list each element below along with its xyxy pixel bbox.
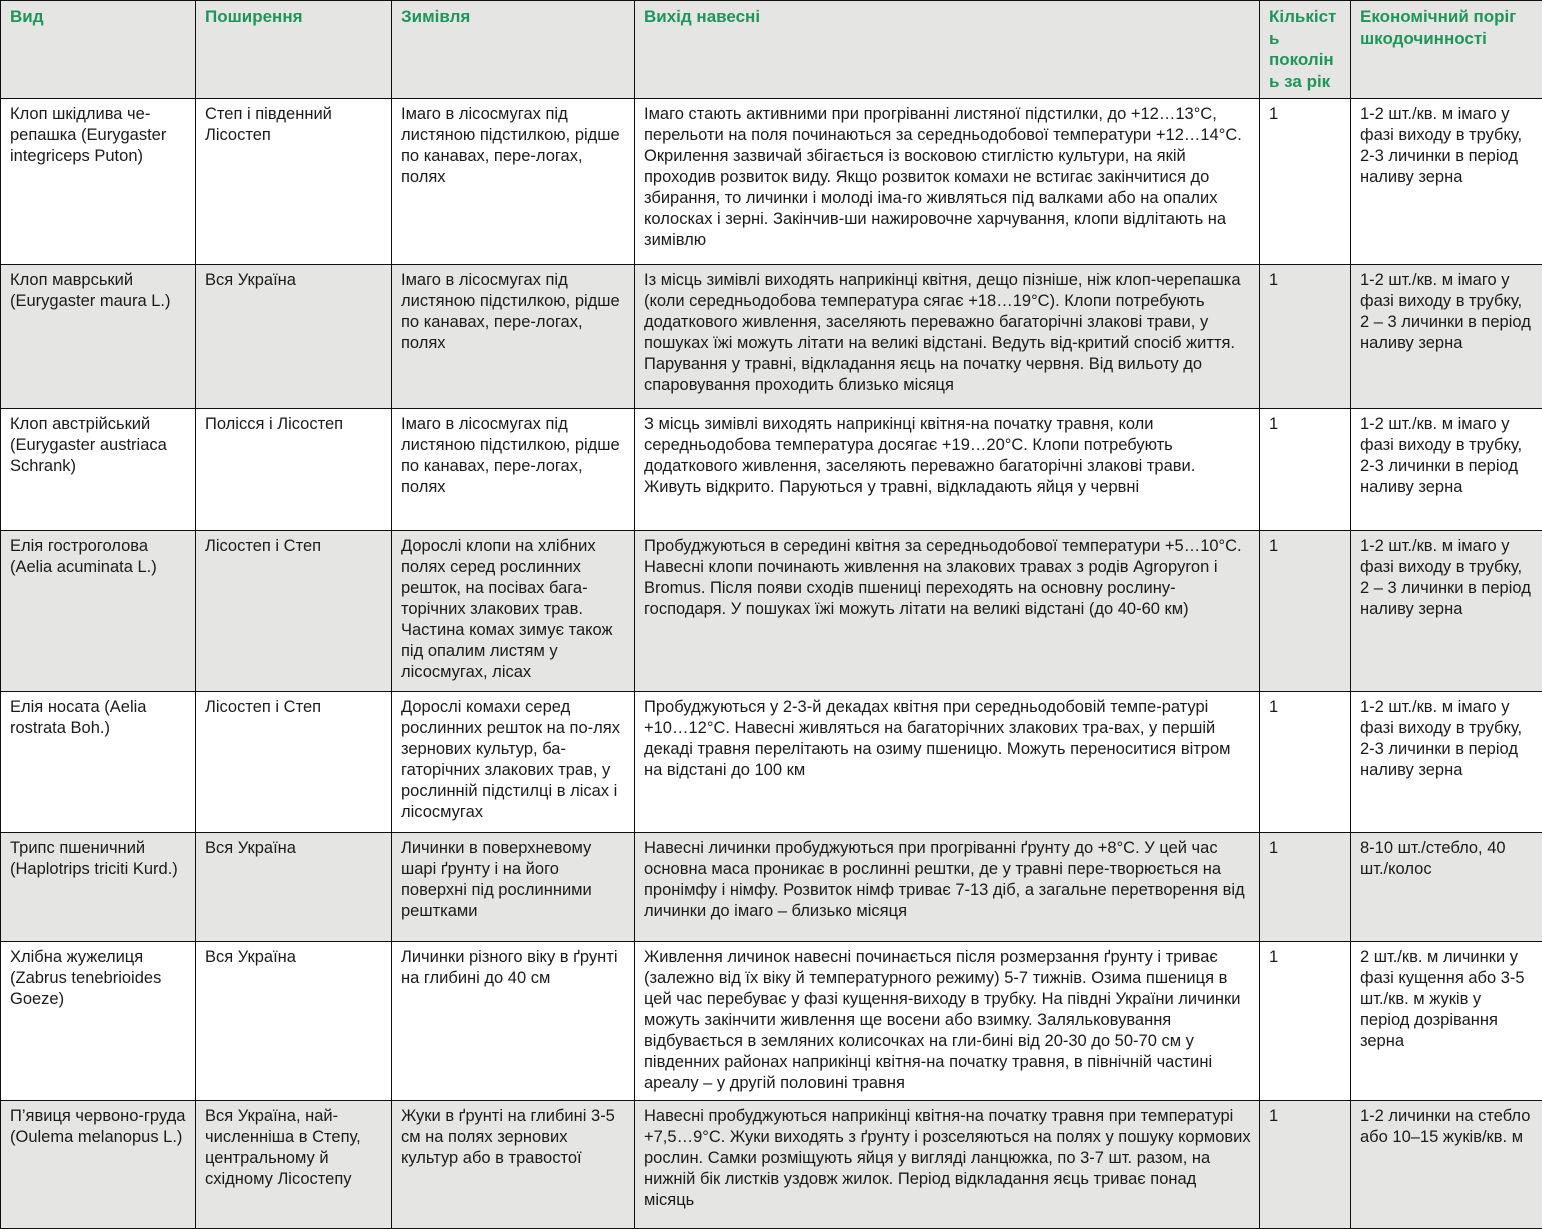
cell-spring-emergence: Пробуджуються в середині квітня за середньодобової температури +5…10°С. Навесні клопи починають живлення на злакових травах з родів Agropyron і Bromus. Після появи сходів пшениці переходять на основну рослину-господаря. У пошуках їжі можуть літати на великі відстані (до 40-60 км) xyxy=(635,531,1260,692)
cell-species: Трипс пшеничний (Haplotrips triciti Kurd.) xyxy=(1,833,196,942)
cell-generations-per-year: 1 xyxy=(1260,99,1351,265)
cell-wintering: Імаго в лісосмугах під листяною підстилкою, рідше по канавах, пере-логах, полях xyxy=(392,99,635,265)
cell-generations-per-year: 1 xyxy=(1260,1100,1351,1228)
cell-economic-threshold: 1-2 шт./кв. м імаго у фазі виходу в трубку, 2-3 личинки в період наливу зерна xyxy=(1351,409,1542,531)
cell-spring-emergence: Живлення личинок навесні починається після розмерзання ґрунту і триває (залежно від їх віку й температурного режиму) 5-7 тижнів. Озима пшениця в цей час перебуває у фазі кущення-виходу в трубку. На півдні України личинки можуть закінчити живлення ще восени або взимку. Заляльковування відбувається в земляних колисочках на гли-бині від 20-30 до 50-70 см у південних районах наприкінці квітня-на початку травня, в північній частині ареалу – у другій половині травня xyxy=(635,942,1260,1101)
cell-species: Елія гостроголова (Aelia acuminata L.) xyxy=(1,531,196,692)
cell-economic-threshold: 1-2 шт./кв. м імаго у фазі виходу в трубку, 2 – 3 личинки в період наливу зерна xyxy=(1351,531,1542,692)
header-economic-threshold: Економічний поріг шкодочинності xyxy=(1351,1,1542,99)
cell-distribution: Полісся і Лісостеп xyxy=(196,409,392,531)
cell-economic-threshold: 1-2 личинки на стебло або 10–15 жуків/кв. м xyxy=(1351,1100,1542,1228)
cell-species: Хлібна жужелиця (Zabrus tenebrioides Goeze) xyxy=(1,942,196,1101)
cell-distribution: Вся Україна xyxy=(196,942,392,1101)
header-distribution: Поширення xyxy=(196,1,392,99)
header-generations-per-year: Кількість поколінь за рік xyxy=(1260,1,1351,99)
header-spring-emergence: Вихід навесні xyxy=(635,1,1260,99)
header-wintering: Зимівля xyxy=(392,1,635,99)
cell-generations-per-year: 1 xyxy=(1260,265,1351,409)
cell-distribution: Лісостеп і Степ xyxy=(196,531,392,692)
cell-spring-emergence: Навесні пробуджуються наприкінці квітня-на початку травня при температурі +7,5…9°С. Жуки виходять з ґрунту і розселяються на полях у пошуку кормових рослин. Самки розміщують яйця у вигляді ланцюжка, по 3-7 шт. разом, на нижній бік листків уздовж жилок. Період відкладання яєць триває понад місяць xyxy=(635,1100,1260,1228)
table-body xyxy=(1,99,1542,1229)
cell-wintering: Жуки в ґрунті на глибині 3-5 см на полях зернових культур або в травостої xyxy=(392,1100,635,1228)
table-row xyxy=(1,409,1542,531)
cell-spring-emergence: Навесні личинки пробуджуються при прогріванні ґрунту до +8°С. У цей час основна маса проникає в рослинні рештки, де у травні пере-творюється на пронімфу і німфу. Розвиток німф триває 7-13 діб, а загальне перетворення від личинки до імаго – близько місяця xyxy=(635,833,1260,942)
cell-spring-emergence: З місць зимівлі виходять наприкінці квітня-на початку травня, коли середньодобова температура досягає +19…20°С. Клопи потребують додаткового живлення, заселяють переважно багаторічні злакові трави. Живуть відкрито. Паруються у травні, відкладають яйця у червні xyxy=(635,409,1260,531)
cell-economic-threshold: 1-2 шт./кв. м імаго у фазі виходу в трубку, 2-3 личинки в період наливу зерна xyxy=(1351,692,1542,833)
cell-distribution: Лісостеп і Степ xyxy=(196,692,392,833)
cell-generations-per-year: 1 xyxy=(1260,942,1351,1101)
cell-spring-emergence: Імаго стають активними при прогріванні листяної підстилки, до +12…13°С, перельоти на поля починаються за середньодобової температури +12…14°С. Окрилення зазвичай збігається із восковою стиглістю культури, на якій проходив розвиток виду. Якщо розвиток комахи не встигає закінчитися до збирання, то личинки і молоді іма-го живляться під валками або на опалих колосках і зерні. Закінчив-ши нажировочне харчування, клопи відлітають на зимівлю xyxy=(635,99,1260,265)
table-row xyxy=(1,531,1542,692)
table-header xyxy=(1,1,1542,99)
cell-species: Клоп австрійський (Eurygaster austriaca Schrank) xyxy=(1,409,196,531)
cell-spring-emergence: Пробуджуються у 2-3-й декадах квітня при середньодобовій темпе-ратурі +10…12°С. Навесні живляться на багаторічних злакових тра-вах, у першій декаді травня перелітають на озиму пшеницю. Можуть переноситися вітром на відстані до 100 км xyxy=(635,692,1260,833)
cell-wintering: Дорослі комахи серед рослинних решток на по-лях зернових культур, ба-гаторічних злакових трав, у рослинній підстилці в лісах і лісосмугах xyxy=(392,692,635,833)
cell-wintering: Дорослі клопи на хлібних полях серед рослинних решток, на посівах бага-торічних злакових трав. Частина комах зимує також під опалим листям у лісосмугах, лісах xyxy=(392,531,635,692)
table-row xyxy=(1,99,1542,265)
cell-species: Клоп маврський (Eurygaster maura L.) xyxy=(1,265,196,409)
header-row xyxy=(1,1,1542,99)
header-species: Вид xyxy=(1,1,196,99)
table-row xyxy=(1,265,1542,409)
cell-distribution: Вся Україна xyxy=(196,833,392,942)
cell-generations-per-year: 1 xyxy=(1260,409,1351,531)
table-row xyxy=(1,942,1542,1101)
cell-species: Клоп шкідлива че-репашка (Eurygaster integriceps Puton) xyxy=(1,99,196,265)
cell-distribution: Степ і південний Лісостеп xyxy=(196,99,392,265)
cell-generations-per-year: 1 xyxy=(1260,833,1351,942)
table-row xyxy=(1,1100,1542,1228)
cell-wintering: Імаго в лісосмугах під листяною підстилкою, рідше по канавах, пере-логах, полях xyxy=(392,265,635,409)
table-row xyxy=(1,833,1542,942)
cell-species: Елія носата (Aelia rostrata Boh.) xyxy=(1,692,196,833)
cell-spring-emergence: Із місць зимівлі виходять наприкінці квітня, дещо пізніше, ніж клоп-черепашка (коли середньодобова температура сягає +18…19°С). Клопи потребують додаткового живлення, заселяють переважно багаторічні злакові трави, у пошуках їжі можуть літати на великі відстані. Ведуть від-критий спосіб життя. Парування у травні, відкладання яєць на початку червня. Від вильоту до спаровування проходить близько місяця xyxy=(635,265,1260,409)
cell-distribution: Вся Україна, най-численніша в Степу, центральному й східному Лісостепу xyxy=(196,1100,392,1228)
cell-generations-per-year: 1 xyxy=(1260,531,1351,692)
cell-wintering: Імаго в лісосмугах під листяною підстилкою, рідше по канавах, пере-логах, полях xyxy=(392,409,635,531)
cell-economic-threshold: 2 шт./кв. м личинки у фазі кущення або 3-5 шт./кв. м жуків у період дозрівання зерна xyxy=(1351,942,1542,1101)
cell-wintering: Личинки в поверхневому шарі ґрунту і на його поверхні під рослинними рештками xyxy=(392,833,635,942)
cell-economic-threshold: 1-2 шт./кв. м імаго у фазі виходу в трубку, 2-3 личинки в період наливу зерна xyxy=(1351,99,1542,265)
table-row xyxy=(1,692,1542,833)
cell-economic-threshold: 8-10 шт./стебло, 40 шт./колос xyxy=(1351,833,1542,942)
cell-species: П’явиця червоно-груда (Oulema melanopus L.) xyxy=(1,1100,196,1228)
cell-wintering: Личинки різного віку в ґрунті на глибині до 40 см xyxy=(392,942,635,1101)
cell-generations-per-year: 1 xyxy=(1260,692,1351,833)
cell-economic-threshold: 1-2 шт./кв. м імаго у фазі виходу в трубку, 2 – 3 личинки в період наливу зерна xyxy=(1351,265,1542,409)
cell-distribution: Вся Україна xyxy=(196,265,392,409)
